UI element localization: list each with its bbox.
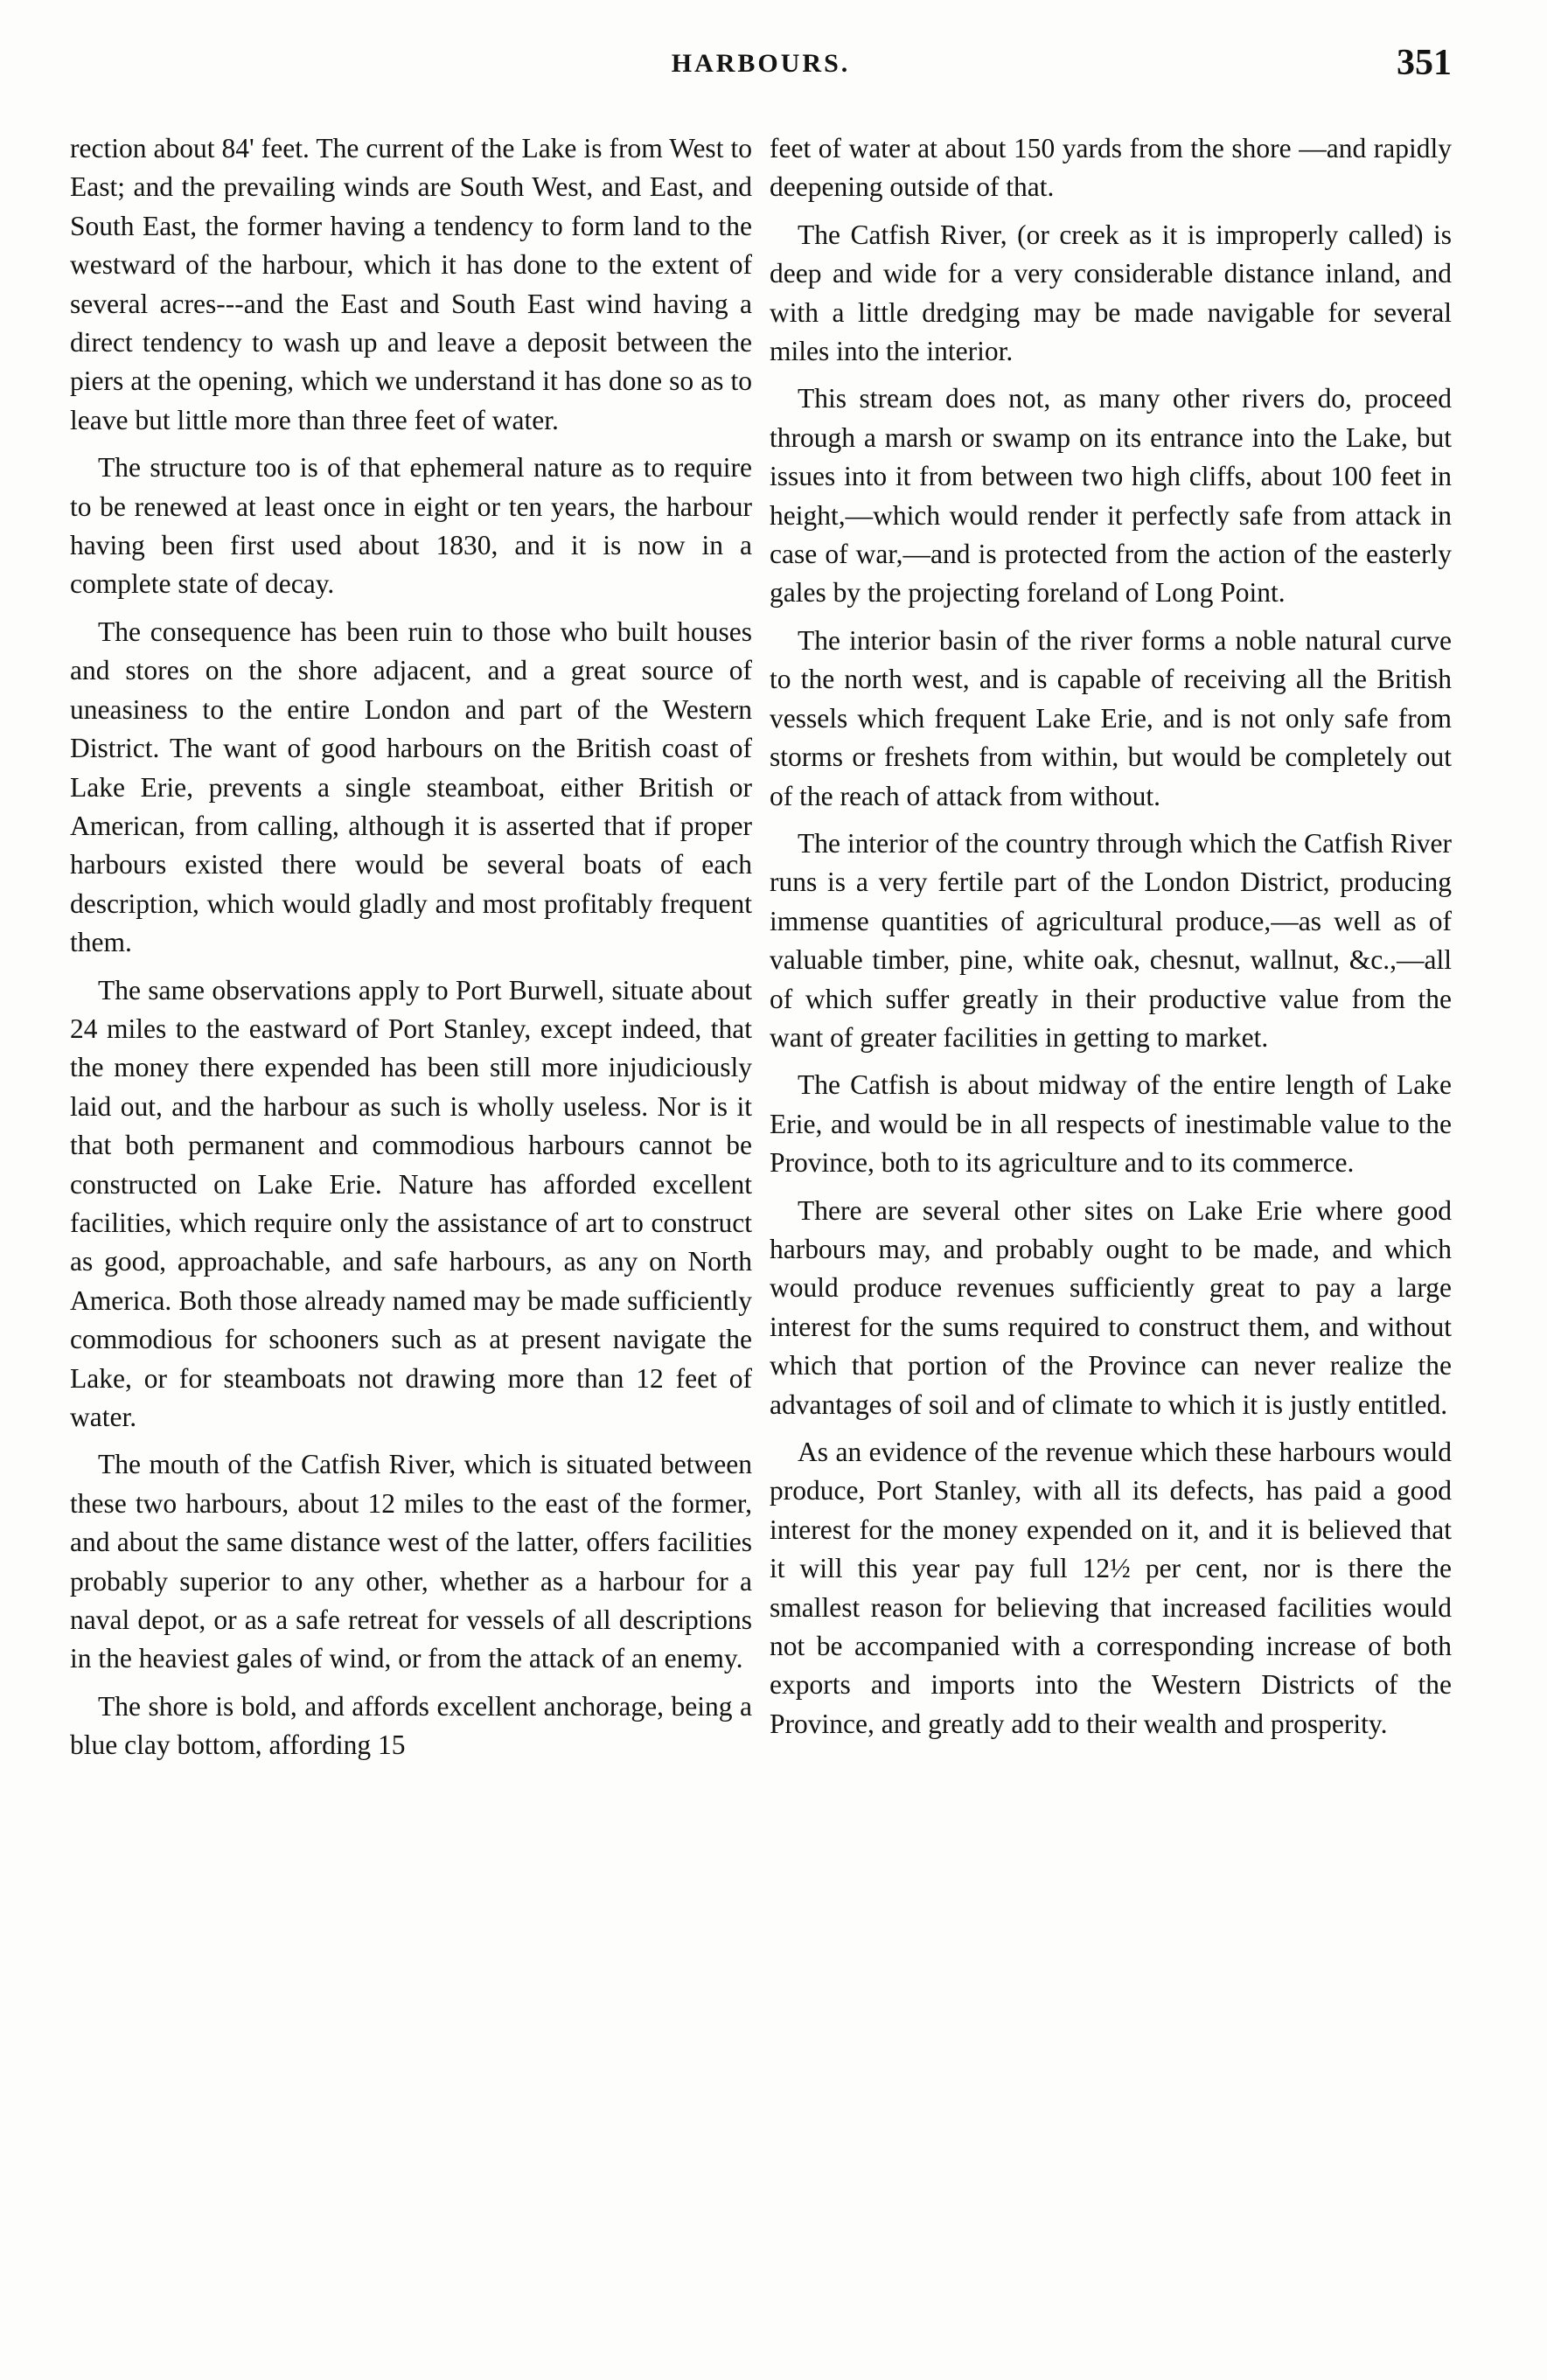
paragraph: The structure too is of that ephemeral nature as to require to be renewed at least once in eight or ten years, the harbour having been first used about 1830, and it is now in a complete state of decay. bbox=[70, 452, 752, 600]
paragraph: This stream does not, as many other rivers do, proceed through a marsh or swamp on its entrance into the Lake, but issues into it from between two high cliffs, about 100 feet in height,—which would render it perfectly safe from attack in case of war,—and is protected from the action of the easterly gales by the projecting foreland of Long Point. bbox=[770, 383, 1452, 609]
page-number: 351 bbox=[1397, 43, 1452, 83]
paragraph: The interior basin of the river forms a noble natural curve to the north west, and is capable of receiving all the British vessels which frequent Lake Erie, and is not only safe from storms or freshets from within, but would be completely out of the reach of attack from without. bbox=[770, 624, 1452, 811]
running-head: HARBOURS. bbox=[671, 49, 851, 78]
paragraph: The shore is bold, and affords excellent anchorage, being a blue clay bottom, affording 15 bbox=[70, 1690, 752, 1761]
page-header bbox=[70, 43, 1452, 101]
paragraph: The Catfish River, (or creek as it is improperly called) is deep and wide for a very considerable distance inland, and with a little dredging may be made navigable for several miles into the interior. bbox=[770, 219, 1452, 367]
paragraph: feet of water at about 150 yards from the shore —and rapidly deepening outside of that. bbox=[770, 133, 1452, 203]
paragraph: rection about 84' feet. The current of the Lake is from West to East; and the prevailing winds are South West, and East, and South East, the former having a tendency to form land to the westward of the harbour, which it has done to the extent of several acres---and the East and South East wind having a direct tendency to wash up and leave a deposit between the piers at the opening, which we understand it has done so as to leave but little more than three feet of water. bbox=[70, 133, 752, 435]
paragraph: The consequence has been ruin to those who built houses and stores on the shore adjacent, and a great source of uneasiness to the entire London and part of the Western District. The want of good harbours on the British coast of Lake Erie, prevents a single steamboat, either British or American, from calling, although it is asserted that if proper harbours existed there would be several boats of each description, which would gladly and most profitably frequent them. bbox=[70, 616, 752, 958]
paragraph: The Catfish is about midway of the entire length of Lake Erie, and would be in all respects of inestimable value to the Province, both to its agriculture and to its commerce. bbox=[770, 1069, 1452, 1179]
paragraph: The mouth of the Catfish River, which is situated between these two harbours, about 12 miles to the east of the former, and about the same distance west of the latter, offers facilities probably superior to any other, whether as a harbour for a naval depot, or as a safe retreat for vessels of all descriptions in the heaviest gales of wind, or from the attack of an enemy. bbox=[70, 1449, 752, 1674]
left-column bbox=[70, 129, 752, 1774]
paragraph: The interior of the country through which the Catfish River runs is a very fertile part of the London District, producing immense quantities of agricultural produce,—as well as of valuable timber, pine, white oak, chesnut, wallnut, &c.,—all of which suffer greatly in their productive value from the want of greater facilities in getting to market. bbox=[770, 827, 1452, 1053]
paragraph: As an evidence of the revenue which these harbours would produce, Port Stanley, with all its defects, has paid a good interest for the money expended on it, and it is believed that it will this year pay full 12½ per cent, nor is there the smallest reason for believing that increased facilities would not be accompanied with a corresponding increase of both exports and imports into the Western Districts of the Province, and greatly add to their wealth and prosperity. bbox=[770, 1437, 1452, 1739]
paragraph: The same observations apply to Port Burwell, situate about 24 miles to the eastward of Port Stanley, except indeed, that the money there expended has been still more injudiciously laid out, and the harbour as such is wholly useless. Nor is it that both permanent and commodious harbours cannot be constructed on Lake Erie. Nature has afforded excellent facilities, which require only the assistance of art to construct as good, approachable, and safe harbours, as any on North America. Both those already named may be made sufficiently commodious for schooners such as at present navigate the Lake, or for steamboats not drawing more than 12 feet of water. bbox=[70, 974, 752, 1432]
paragraph: There are several other sites on Lake Erie where good harbours may, and probably ought to be made, and which would produce revenues sufficiently great to pay a large interest for the sums required to construct them, and without which that portion of the Province can never realize the advantages of soil and of climate to which it is justly entitled. bbox=[770, 1194, 1452, 1420]
right-column bbox=[770, 129, 1452, 1752]
